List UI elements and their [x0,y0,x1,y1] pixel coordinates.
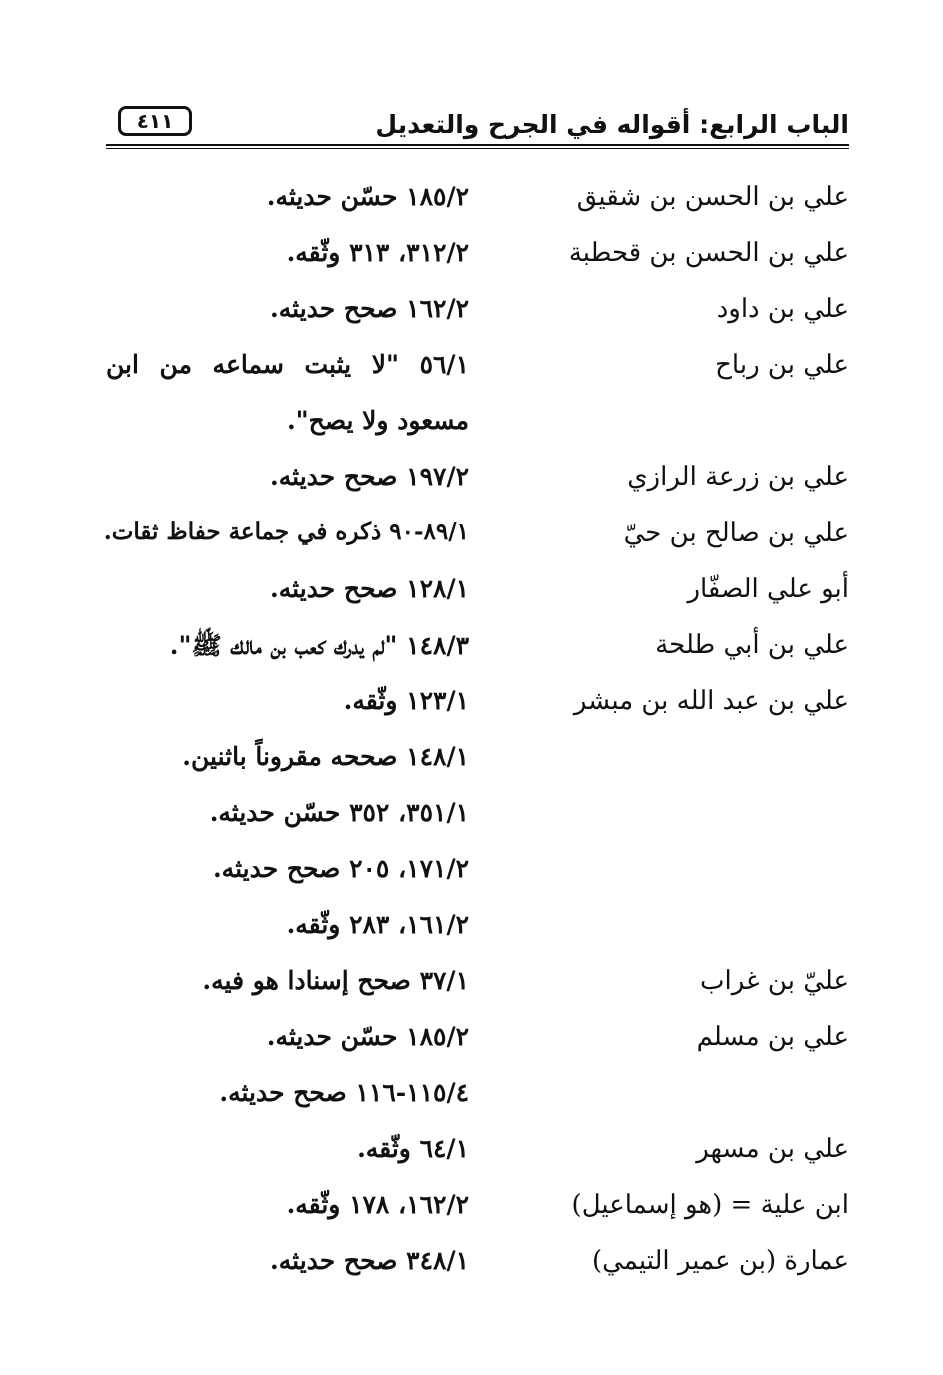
ruling-note: ١٦٢/٢ صحح حديثه. [270,294,469,323]
ruling-note: مسعود ولا يصح". [286,406,469,435]
narrator-name: علي بن صالح بن حيّ [623,518,849,548]
index-entry-continuation [106,734,849,786]
narrator-name: ابن علية = (هو إسماعيل) [571,1190,849,1220]
ruling-note: ٣٤٨/١ صحح حديثه. [270,1246,469,1275]
index-entry [103,510,849,562]
narrator-name: أبو علي الصفّار [687,574,849,604]
ruling-note: ١٢٣/١ وثّقه. [343,686,469,715]
index-entry-continuation [106,1070,849,1122]
index-entry [106,958,849,1010]
ruling-note: ١٦١/٢، ٢٨٣ وثّقه. [286,910,469,939]
narrator-name: عمارة (بن عمير التيمي) [591,1246,849,1276]
index-entry [106,678,849,730]
chapter-title: الباب الرابع: أقواله في الجرح والتعديل [375,110,849,139]
narrator-name: علي بن زرعة الرازي [627,462,849,492]
ruling-note: ١٩٧/٢ صحح حديثه. [270,462,469,491]
index-entry [106,1014,849,1066]
ruling-note: ٣٥١/١، ٣٥٢ حسّن حديثه. [209,798,469,827]
page-number: ٤١١ [118,106,192,136]
index-entry [106,286,849,338]
narrator-name: علي بن أبي طلحة [655,630,849,660]
index-entry-continuation [106,902,849,954]
narrator-name: علي بن الحسن بن شقيق [576,182,849,212]
index-entry [106,622,849,674]
narrator-name: علي بن رباح [715,350,849,380]
narrator-name: علي بن مسهر [696,1134,849,1164]
index-entry [106,1126,849,1178]
ruling-note: ١٤٨/٣ "لم يدرك كعب بن مالك ﷺ". [169,631,469,660]
index-entry [106,174,849,226]
ruling-note: ١١٥/٤-١١٦ صحح حديثه. [219,1078,469,1107]
ruling-note: ١٢٨/١ صحح حديثه. [270,574,469,603]
ruling-note: ٣١٢/٢، ٣١٣ وثّقه. [286,238,469,267]
narrator-name: علي بن عبد الله بن مبشر [573,686,849,716]
index-entry [106,1182,849,1234]
ruling-note: ١٤٨/١ صححه مقروناً باثنين. [182,742,469,771]
ruling-note: ١٧١/٢، ٢٠٥ صحح حديثه. [212,854,469,883]
index-entry-continuation [106,790,849,842]
ruling-note: ١٨٥/٢ حسّن حديثه. [266,182,469,211]
narrator-name: علي بن مسلم [696,1022,849,1052]
index-entry [106,342,849,394]
narrator-name: علي بن الحسن بن قحطبة [568,238,849,268]
ruling-note: ٣٧/١ صحح إسنادا هو فيه. [202,966,469,995]
ruling-note: ١٦٢/٢، ١٧٨ وثّقه. [286,1190,469,1219]
ruling-note: ٦٤/١ وثّقه. [357,1134,469,1163]
index-entry [106,1238,849,1290]
ruling-note: ٥٦/١ "لا يثبت سماعه من ابن [106,350,469,379]
index-entry-continuation [106,846,849,898]
ruling-note: ٨٩/١-٩٠ ذكره في جماعة حفاظ ثقات. [103,518,469,545]
index-entry-continuation [106,398,849,450]
index-entry [106,566,849,618]
narrator-name: عليّ بن غراب [700,966,849,996]
ruling-note: ١٨٥/٢ حسّن حديثه. [266,1022,469,1051]
narrator-name: علي بن داود [716,294,849,324]
index-entry [106,454,849,506]
index-entry [106,230,849,282]
